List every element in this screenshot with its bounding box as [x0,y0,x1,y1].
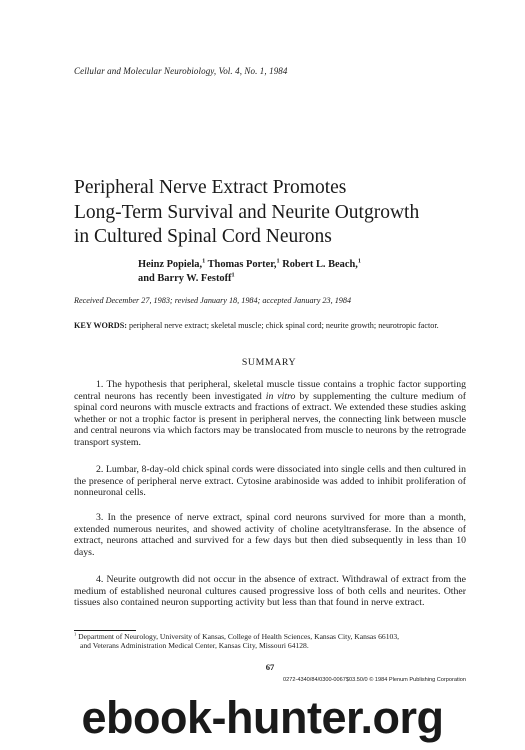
author-list [138,258,361,285]
author-porter: Thomas Porter, [205,259,277,270]
author-line-2 [138,272,361,286]
summary-paragraph-1 [74,379,466,449]
affiliation-mark: 1 [231,271,235,279]
paragraph-text: by supplementing the culture medium of spinal cord neurons with muscle extracts and fractions of extract. We extended these studies asking whether or not a trophic factor is present in peripheral nerves, the connecting link between muscle and central neurons via which factors may be translocated from muscle to neurons by the retrograde transport system. [74,390,467,448]
copyright-line: 0272-4340/84/0300-0067$03.50/0 © 1984 Plenum Publishing Corporation [283,677,466,683]
journal-citation: Cellular and Molecular Neurobiology, Vol. 4, No. 1, 1984 [74,66,288,76]
summary-heading: SUMMARY [241,357,297,368]
keywords [74,321,464,331]
title-line-3: in Cultured Spinal Cord Neurons [74,226,332,247]
keywords-label: KEY WORDS: [74,321,127,330]
received-dates: Received December 27, 1983; revised January 18, 1984; accepted January 23, 1984 [74,296,352,305]
title-line-2: Long-Term Survival and Neurite Outgrowth [74,201,420,223]
paragraph-italic-text: in vitro [265,390,296,402]
footnote-text: Department of Neurology, University of Kansas, College of Health Sciences, Kansas City, Kansas 66103, [76,632,400,641]
summary-paragraph-4: 4. Neurite outgrowth did not occur in the absence of extract. Withdrawal of extract from the medium of established neuronal cultures caused progressive loss of both cells and neurites. Other tissues also contained neuron supporting activity but less than that found in nerve extract. [74,574,466,609]
author-beach: Robert L. Beach, [279,259,358,270]
footnote-line-2: and Veterans Administration Medical Center, Kansas City, Missouri 64128. [80,641,309,651]
affiliation-footnote [74,632,474,651]
article-title [74,176,474,250]
author-line-1 [138,258,361,272]
footnote-divider [74,630,136,631]
author-popiela: Heinz Popiela, [138,259,203,270]
footnote-mark: 1 [74,631,77,637]
summary-paragraph-3: 3. In the presence of nerve extract, spinal cord neurons survived for more than a month, extended numerous neurites, and showed activity of choline acetyltransferase. In the absence of extract, neurons attached and survived for a few days but then died subsequently in less than 10 days. [74,512,466,558]
title-line-1: Peripheral Nerve Extract Promotes [74,177,347,198]
keywords-text: peripheral nerve extract; skeletal muscle; chick spinal cord; neurite growth; neurotropic factor. [127,321,439,330]
affiliation-mark: 1 [357,257,361,265]
watermark-text: ebook-hunter.org [81,692,444,743]
paragraph-text: 1. The hypothesis that peripheral, skeletal muscle tissue contains a trophic factor supporting central neurons has recently been investigated [74,379,466,402]
summary-paragraph-2: 2. Lumbar, 8-day-old chick spinal cords were dissociated into single cells and then cultured in the presence of peripheral nerve extract. Cytosine arabinoside was added to inhibit proliferation of nonneuronal cells. [74,464,466,499]
footnote-line-1 [74,632,474,641]
affiliation-mark: 1 [202,257,206,265]
page-number: 67 [265,662,275,672]
affiliation-mark: 1 [276,257,280,265]
author-festoff: and Barry W. Festoff [138,272,232,284]
